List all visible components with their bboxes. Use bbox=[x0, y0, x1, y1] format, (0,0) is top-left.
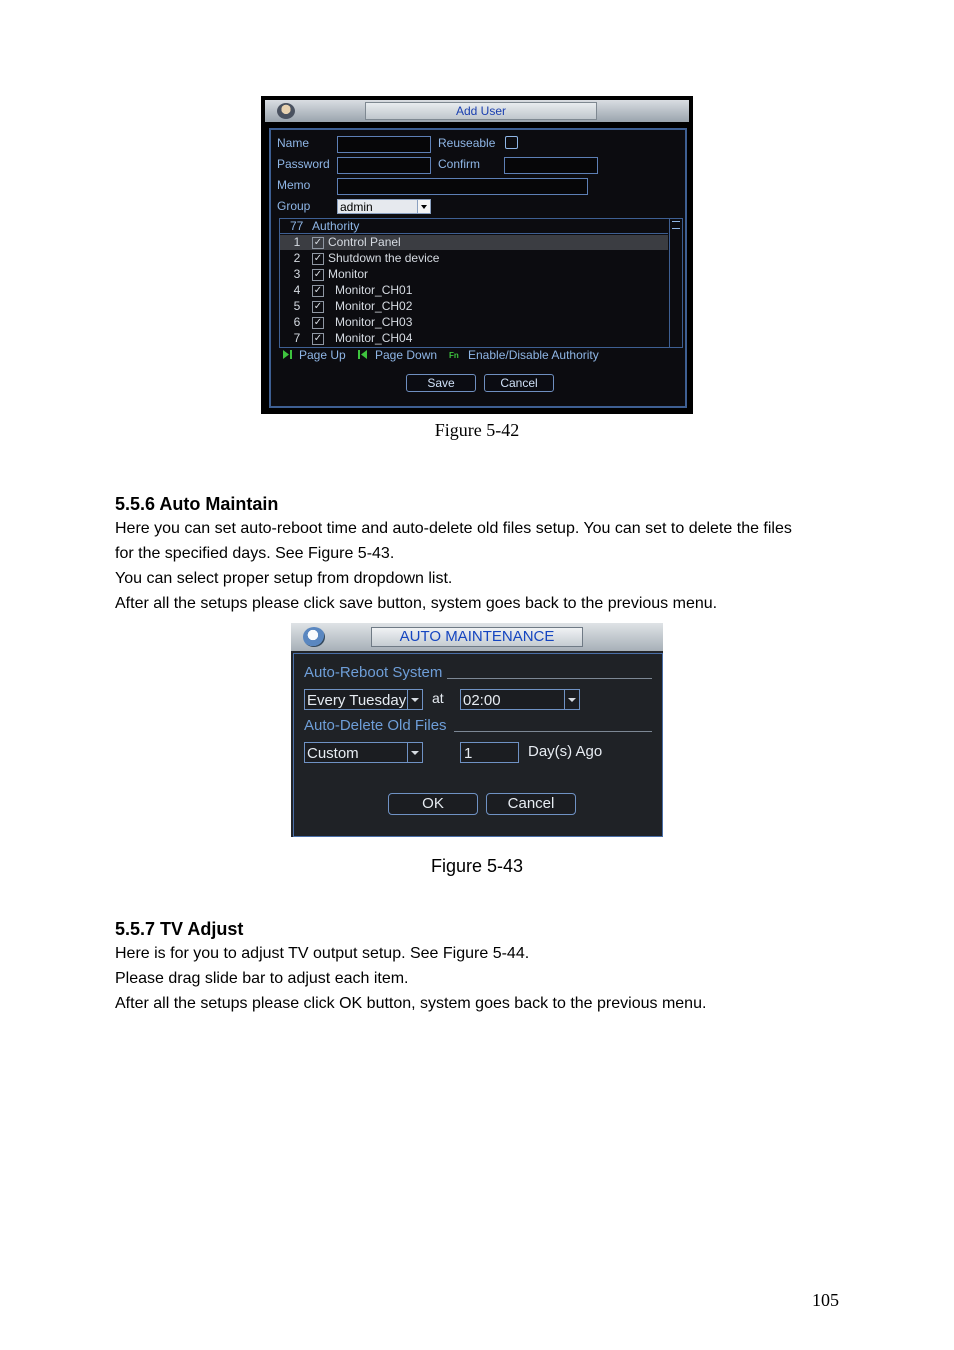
dialog-panel bbox=[269, 128, 687, 408]
authority-row[interactable] bbox=[280, 299, 668, 314]
auto-delete-section-label: Auto-Delete Old Files bbox=[304, 717, 447, 734]
auto-reboot-section-label: Auto-Reboot System bbox=[304, 664, 443, 681]
dialog-panel bbox=[293, 653, 663, 837]
authority-list-header bbox=[280, 219, 668, 234]
page-up-hint: Page Up bbox=[299, 348, 346, 362]
days-ago-label: Day(s) Ago bbox=[528, 743, 603, 760]
chevron-down-icon bbox=[564, 690, 579, 709]
check-icon[interactable]: ✓ bbox=[313, 237, 323, 248]
chevron-down-icon bbox=[407, 743, 422, 762]
list-scrollbar[interactable] bbox=[669, 219, 682, 347]
users-icon bbox=[277, 103, 295, 119]
row-label: Monitor_CH04 bbox=[335, 331, 413, 345]
paragraph: After all the setups please click save button, system goes back to the previous menu. bbox=[115, 595, 718, 612]
password-field[interactable] bbox=[337, 157, 431, 174]
group-select[interactable] bbox=[337, 199, 431, 214]
check-icon[interactable]: ✓ bbox=[313, 253, 323, 264]
authority-list bbox=[279, 218, 683, 348]
ok-button[interactable]: OK bbox=[388, 793, 478, 815]
authority-row[interactable] bbox=[280, 251, 668, 266]
paragraph: Here is for you to adjust TV output setup. See Figure 5-44. bbox=[115, 945, 530, 962]
reboot-time-value: 02:00 bbox=[463, 692, 501, 709]
paragraph: Here you can set auto-reboot time and auto-delete old files setup. You can set to delete the files bbox=[115, 520, 792, 537]
memo-label: Memo bbox=[277, 178, 311, 192]
delete-days-input[interactable]: 1 bbox=[460, 742, 519, 763]
name-label: Name bbox=[277, 136, 310, 150]
dialog-title: Add User bbox=[365, 102, 597, 120]
confirm-label: Confirm bbox=[438, 157, 481, 171]
group-label: Group bbox=[277, 199, 311, 213]
settings-globe-icon bbox=[303, 627, 325, 647]
row-number: 7 bbox=[293, 331, 301, 345]
confirm-field[interactable] bbox=[504, 157, 598, 174]
group-select-value: admin bbox=[340, 200, 373, 214]
dialog-titlebar bbox=[265, 100, 689, 122]
row-number: 1 bbox=[293, 235, 301, 249]
check-icon[interactable]: ✓ bbox=[313, 317, 323, 328]
toggle-authority-hint: Enable/Disable Authority bbox=[468, 348, 599, 362]
row-label: Monitor_CH01 bbox=[335, 283, 413, 297]
reboot-day-value: Every Tuesday bbox=[307, 692, 407, 709]
row-number: 5 bbox=[293, 299, 301, 313]
authority-row[interactable] bbox=[280, 267, 668, 282]
paragraph: Please drag slide bar to adjust each item. bbox=[115, 970, 409, 987]
name-field[interactable] bbox=[337, 136, 431, 153]
memo-field[interactable] bbox=[337, 178, 588, 195]
figure-42-caption: Figure 5-42 bbox=[434, 420, 520, 440]
check-icon[interactable]: ✓ bbox=[313, 301, 323, 312]
dialog-title: AUTO MAINTENANCE bbox=[371, 627, 583, 647]
reboot-time-select[interactable] bbox=[460, 689, 580, 710]
delete-mode-select[interactable] bbox=[304, 742, 423, 763]
authority-row[interactable] bbox=[280, 283, 668, 298]
authority-count: 77 bbox=[290, 219, 304, 233]
paragraph: for the specified days. See Figure 5-43. bbox=[115, 545, 395, 562]
row-label: Monitor bbox=[328, 267, 369, 281]
reuseable-label: Reuseable bbox=[438, 136, 496, 150]
check-icon[interactable]: ✓ bbox=[313, 333, 323, 344]
dialog-titlebar bbox=[291, 623, 663, 651]
reboot-day-select[interactable] bbox=[304, 689, 423, 710]
row-number: 4 bbox=[293, 283, 301, 297]
row-number: 2 bbox=[293, 251, 301, 265]
fn-key-icon: Fn bbox=[449, 351, 459, 360]
section-heading-auto-maintain: 5.5.6 Auto Maintain bbox=[115, 494, 279, 514]
figure-43-caption: Figure 5-43 bbox=[430, 856, 524, 876]
page-number: 105 bbox=[812, 1290, 839, 1310]
section-heading-tv-adjust: 5.5.7 TV Adjust bbox=[115, 919, 244, 939]
password-label: Password bbox=[277, 157, 330, 171]
authority-row[interactable] bbox=[280, 315, 668, 330]
menu-icon bbox=[672, 221, 680, 229]
page-down-icon bbox=[357, 350, 367, 359]
section-divider bbox=[447, 678, 652, 679]
reuseable-checkbox[interactable] bbox=[505, 136, 518, 149]
row-label: Control Panel bbox=[328, 235, 401, 249]
chevron-down-icon bbox=[407, 690, 422, 709]
paragraph: After all the setups please click OK button, system goes back to the previous menu. bbox=[115, 995, 707, 1012]
row-label: Monitor_CH02 bbox=[335, 299, 413, 313]
chevron-down-icon bbox=[417, 200, 430, 213]
section-divider bbox=[454, 731, 652, 732]
page-down-hint: Page Down bbox=[375, 348, 438, 362]
authority-row[interactable] bbox=[280, 331, 668, 346]
cancel-button[interactable]: Cancel bbox=[486, 793, 576, 815]
page-up-icon bbox=[283, 350, 293, 359]
check-icon[interactable]: ✓ bbox=[313, 269, 323, 280]
authority-row[interactable] bbox=[280, 235, 668, 250]
check-icon[interactable]: ✓ bbox=[313, 285, 323, 296]
row-number: 6 bbox=[293, 315, 301, 329]
row-number: 3 bbox=[293, 267, 301, 281]
add-user-dialog bbox=[261, 96, 693, 414]
row-label: Monitor_CH03 bbox=[335, 315, 413, 329]
authority-column-header: Authority bbox=[312, 219, 360, 233]
cancel-button[interactable]: Cancel bbox=[484, 374, 554, 392]
paragraph: You can select proper setup from dropdown list. bbox=[115, 570, 453, 587]
delete-mode-value: Custom bbox=[307, 745, 359, 762]
save-button[interactable]: Save bbox=[406, 374, 476, 392]
row-label: Shutdown the device bbox=[328, 251, 440, 265]
auto-maintenance-dialog bbox=[291, 623, 663, 837]
at-label: at bbox=[432, 690, 444, 706]
